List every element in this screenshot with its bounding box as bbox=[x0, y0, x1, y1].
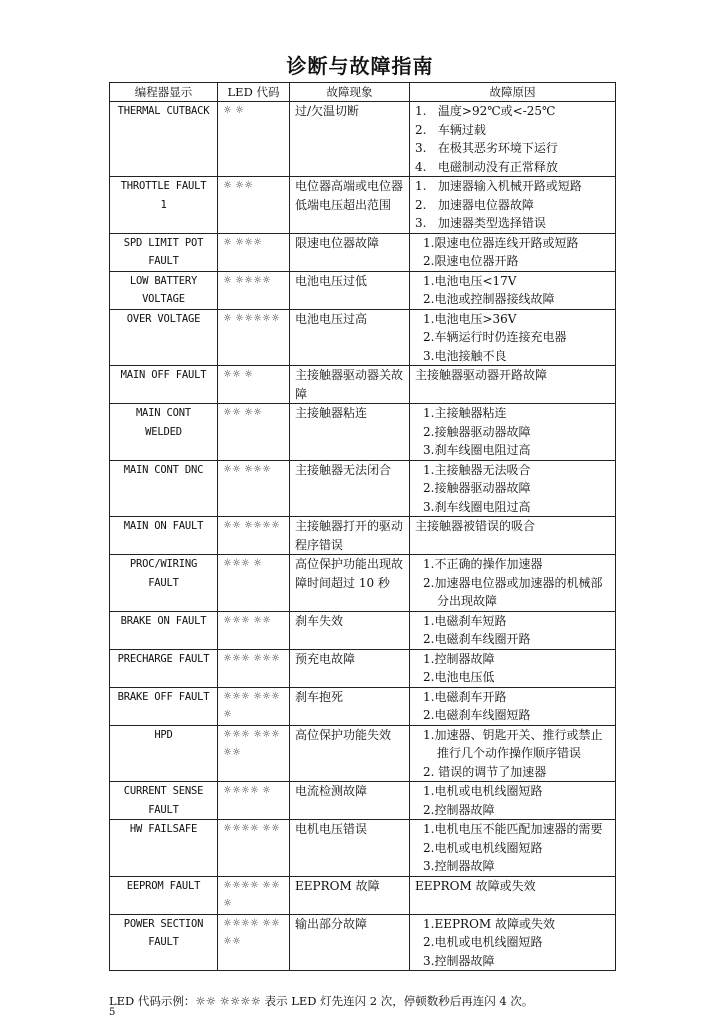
table-row bbox=[110, 102, 616, 177]
table-row bbox=[110, 555, 616, 612]
fault-symptom-cell: 高位保护功能失效 bbox=[290, 725, 410, 782]
led-code-cell: ☼☼☼☼ ☼☼☼ bbox=[218, 876, 290, 914]
fault-cause-item: 1.限速电位器连线开路或短路 bbox=[423, 235, 579, 250]
fault-cause-item: 2. 车辆过载 bbox=[415, 122, 486, 137]
programmer-display-cell: EEPROM FAULT bbox=[110, 876, 218, 914]
led-code-cell: ☼ ☼☼ bbox=[218, 177, 290, 234]
fault-cause-cell bbox=[410, 177, 616, 234]
fault-cause-item: 2.电机或电机线圈短路 bbox=[423, 935, 543, 949]
fault-symptom-cell: 电机电压错误 bbox=[290, 820, 410, 877]
fault-cause-item: 3. 加速器类型选择错误 bbox=[415, 216, 546, 230]
fault-symptom-cell: 刹车抱死 bbox=[290, 687, 410, 725]
led-code-cell: ☼☼☼ ☼ bbox=[218, 555, 290, 612]
fault-cause-item: 2.电池电压低 bbox=[423, 670, 495, 684]
header-symptom: 故障现象 bbox=[290, 83, 410, 102]
fault-symptom-cell: 预充电故障 bbox=[290, 649, 410, 687]
table-row bbox=[110, 309, 616, 366]
programmer-display-cell: PRECHARGE FAULT bbox=[110, 649, 218, 687]
table-row bbox=[110, 366, 616, 404]
fault-symptom-cell: 电池电压过低 bbox=[290, 271, 410, 309]
fault-cause-cell bbox=[410, 649, 616, 687]
led-code-cell: ☼ ☼☼☼☼☼ bbox=[218, 309, 290, 366]
fault-cause-item: 1.电池电压<17V bbox=[423, 273, 517, 288]
led-code-cell: ☼☼☼ ☼☼☼☼☼ bbox=[218, 725, 290, 782]
programmer-display-cell: BRAKE ON FAULT bbox=[110, 611, 218, 649]
fault-cause-item: 主接触器被错误的吸合 bbox=[415, 519, 536, 533]
table-header-row bbox=[110, 83, 616, 102]
led-code-cell: ☼☼☼ ☼☼☼☼ bbox=[218, 687, 290, 725]
led-code-cell: ☼☼☼☼ ☼☼ bbox=[218, 820, 290, 877]
fault-cause-item: 1.EEPROM 故障或失效 bbox=[423, 916, 556, 931]
header-display: 编程器显示 bbox=[110, 83, 218, 102]
table-row bbox=[110, 177, 616, 234]
fault-symptom-cell: 高位保护功能出现故障时间超过 10 秒 bbox=[290, 555, 410, 612]
fault-cause-item: 3.刹车线圈电阻过高 bbox=[423, 499, 531, 514]
programmer-display-cell: THERMAL CUTBACK bbox=[110, 102, 218, 177]
table-row bbox=[110, 820, 616, 877]
led-code-cell: ☼☼☼ ☼☼☼ bbox=[218, 649, 290, 687]
fault-cause-cell bbox=[410, 687, 616, 725]
fault-cause-item: 2.限速电位器开路 bbox=[423, 254, 519, 268]
led-code-cell: ☼☼ ☼ bbox=[218, 366, 290, 404]
programmer-display-cell: MAIN CONT DNC bbox=[110, 460, 218, 517]
fault-cause-item: 2.电池或控制器接线故障 bbox=[423, 292, 555, 306]
table-row bbox=[110, 687, 616, 725]
programmer-display-cell: SPD LIMIT POT FAULT bbox=[110, 233, 218, 271]
fault-symptom-cell: 主接触器驱动器关故障 bbox=[290, 366, 410, 404]
fault-cause-item: 1.主接触器粘连 bbox=[423, 406, 507, 420]
fault-symptom-cell: 限速电位器故障 bbox=[290, 233, 410, 271]
fault-cause-item: 1.电磁刹车开路 bbox=[423, 689, 507, 704]
fault-cause-cell bbox=[410, 782, 616, 820]
programmer-display-cell: THROTTLE FAULT 1 bbox=[110, 177, 218, 234]
fault-guide-table bbox=[109, 82, 616, 971]
led-code-cell: ☼☼ ☼☼ bbox=[218, 404, 290, 461]
table-row bbox=[110, 233, 616, 271]
fault-cause-cell bbox=[410, 271, 616, 309]
fault-symptom-cell: 电池电压过高 bbox=[290, 309, 410, 366]
led-code-cell: ☼☼☼☼ ☼☼☼☼ bbox=[218, 914, 290, 971]
page-number: 5 bbox=[109, 1007, 116, 1018]
fault-cause-item: EEPROM 故障或失效 bbox=[415, 878, 536, 893]
fault-symptom-cell: 过/欠温切断 bbox=[290, 102, 410, 177]
fault-cause-cell bbox=[410, 555, 616, 612]
fault-cause-cell bbox=[410, 517, 616, 555]
table-row bbox=[110, 876, 616, 914]
programmer-display-cell: OVER VOLTAGE bbox=[110, 309, 218, 366]
fault-cause-cell bbox=[410, 914, 616, 971]
fault-symptom-cell: 主接触器打开的驱动程序错误 bbox=[290, 517, 410, 555]
table-row bbox=[110, 611, 616, 649]
table-row bbox=[110, 725, 616, 782]
fault-cause-item: 2.电机或电机线圈短路 bbox=[423, 840, 543, 855]
fault-symptom-cell: 主接触器无法闭合 bbox=[290, 460, 410, 517]
header-led-code: LED 代码 bbox=[218, 83, 290, 102]
programmer-display-cell: MAIN CONT WELDED bbox=[110, 404, 218, 461]
fault-cause-cell bbox=[410, 876, 616, 914]
fault-cause-item: 2.加速器电位器或加速器的机械部分出现故障 bbox=[423, 575, 603, 608]
fault-cause-item: 3.电池接触不良 bbox=[423, 348, 507, 363]
fault-cause-item: 2.电磁刹车线圈开路 bbox=[423, 632, 531, 646]
led-code-cell: ☼☼ ☼☼☼ bbox=[218, 460, 290, 517]
programmer-display-cell: BRAKE OFF FAULT bbox=[110, 687, 218, 725]
fault-cause-item: 2.接触器驱动器故障 bbox=[423, 424, 531, 439]
fault-symptom-cell: 主接触器粘连 bbox=[290, 404, 410, 461]
led-code-cell: ☼ ☼☼☼ bbox=[218, 233, 290, 271]
fault-cause-item: 2.电磁刹车线圈短路 bbox=[423, 708, 531, 722]
led-code-cell: ☼ ☼ bbox=[218, 102, 290, 177]
fault-cause-item: 主接触器驱动器开路故障 bbox=[415, 368, 548, 382]
fault-cause-item: 2.车辆运行时仍连接充电器 bbox=[423, 330, 567, 344]
fault-cause-item: 1.电池电压>36V bbox=[423, 311, 517, 326]
led-code-cell: ☼☼☼ ☼☼ bbox=[218, 611, 290, 649]
programmer-display-cell: MAIN ON FAULT bbox=[110, 517, 218, 555]
page-title: 诊断与故障指南 bbox=[286, 54, 434, 78]
table-row bbox=[110, 782, 616, 820]
fault-cause-item: 2.接触器驱动器故障 bbox=[423, 481, 531, 495]
programmer-display-cell: CURRENT SENSE FAULT bbox=[110, 782, 218, 820]
fault-cause-item: 1.主接触器无法吸合 bbox=[423, 462, 531, 477]
fault-cause-item: 3.控制器故障 bbox=[423, 953, 495, 968]
fault-cause-cell bbox=[410, 820, 616, 877]
fault-cause-item: 4. 电磁制动没有正常释放 bbox=[415, 159, 558, 174]
led-code-note: LED 代码示例：☼☼ ☼☼☼☼ 表示 LED 灯先连闪 2 次，停顿数秒后再连闪 4 次。 bbox=[109, 994, 534, 1008]
fault-cause-cell bbox=[410, 102, 616, 177]
fault-symptom-cell: 刹车失效 bbox=[290, 611, 410, 649]
fault-cause-item: 3. 在极其恶劣环境下运行 bbox=[415, 141, 558, 155]
fault-cause-item: 1.加速器、钥匙开关、推行或禁止推行几个动作操作顺序错误 bbox=[423, 727, 603, 760]
led-code-cell: ☼ ☼☼☼☼ bbox=[218, 271, 290, 309]
table-row bbox=[110, 517, 616, 555]
fault-cause-item: 2. 加速器电位器故障 bbox=[415, 197, 534, 212]
programmer-display-cell: POWER SECTION FAULT bbox=[110, 914, 218, 971]
fault-symptom-cell: 电位器高端或电位器低端电压超出范围 bbox=[290, 177, 410, 234]
fault-symptom-cell: EEPROM 故障 bbox=[290, 876, 410, 914]
table-row bbox=[110, 404, 616, 461]
fault-cause-item: 1.电机或电机线圈短路 bbox=[423, 784, 543, 798]
table-row bbox=[110, 649, 616, 687]
fault-cause-item: 1.电机电压不能匹配加速器的需要 bbox=[423, 822, 603, 836]
fault-cause-cell bbox=[410, 233, 616, 271]
led-code-cell: ☼☼ ☼☼☼☼ bbox=[218, 517, 290, 555]
programmer-display-cell: LOW BATTERY VOLTAGE bbox=[110, 271, 218, 309]
fault-symptom-cell: 电流检测故障 bbox=[290, 782, 410, 820]
fault-cause-cell bbox=[410, 366, 616, 404]
fault-cause-item: 1. 加速器输入机械开路或短路 bbox=[415, 179, 582, 193]
fault-cause-cell bbox=[410, 611, 616, 649]
header-cause: 故障原因 bbox=[410, 83, 616, 102]
table-row bbox=[110, 460, 616, 517]
fault-cause-item: 2. 错误的调节了加速器 bbox=[423, 764, 547, 779]
fault-cause-cell bbox=[410, 309, 616, 366]
programmer-display-cell: PROC/WIRING FAULT bbox=[110, 555, 218, 612]
fault-cause-item: 1.控制器故障 bbox=[423, 651, 495, 666]
fault-cause-cell bbox=[410, 460, 616, 517]
fault-cause-item: 2.控制器故障 bbox=[423, 802, 495, 817]
fault-symptom-cell: 输出部分故障 bbox=[290, 914, 410, 971]
fault-cause-item: 1.电磁刹车短路 bbox=[423, 613, 507, 628]
fault-cause-cell bbox=[410, 404, 616, 461]
fault-cause-item: 1.不正确的操作加速器 bbox=[423, 557, 543, 571]
programmer-display-cell: HW FAILSAFE bbox=[110, 820, 218, 877]
led-code-cell: ☼☼☼☼ ☼ bbox=[218, 782, 290, 820]
table-row bbox=[110, 914, 616, 971]
fault-cause-item: 3.控制器故障 bbox=[423, 859, 495, 873]
fault-cause-item: 1. 温度>92℃或<-25℃ bbox=[415, 104, 556, 118]
table-row bbox=[110, 271, 616, 309]
programmer-display-cell: MAIN OFF FAULT bbox=[110, 366, 218, 404]
fault-cause-item: 3.刹车线圈电阻过高 bbox=[423, 443, 531, 457]
programmer-display-cell: HPD bbox=[110, 725, 218, 782]
fault-cause-cell bbox=[410, 725, 616, 782]
